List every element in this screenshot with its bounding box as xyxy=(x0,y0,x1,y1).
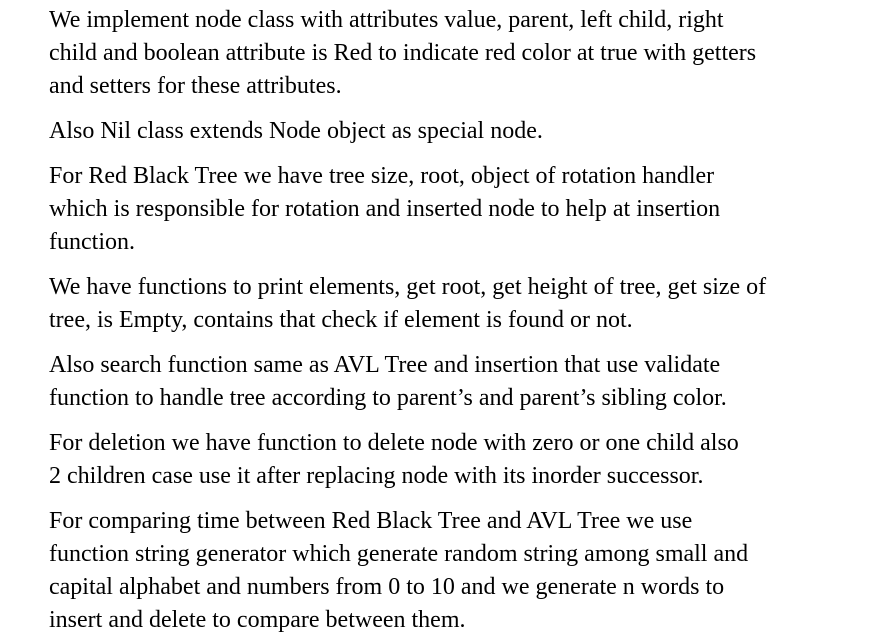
paragraph-node-class: We implement node class with attributes value, parent, left child, right child and boolean attribute is Red to indicate red color at true with getters and setters for these attributes. xyxy=(49,7,757,99)
paragraph-search-insertion: Also search function same as AVL Tree and insertion that use validate function to handle tree according to parent’s and parent’s sibling color. xyxy=(49,352,727,411)
paragraph-red-black-tree: For Red Black Tree we have tree size, root, object of rotation handler which is responsible for rotation and inserted node to help at insertion function. xyxy=(49,163,721,255)
document-body xyxy=(49,4,889,637)
paragraph-comparison: For comparing time between Red Black Tree and AVL Tree we use function string generator which generate random string among small and capital alphabet and numbers from 0 to 10 and we generate n words to insert and delete to compare between them. xyxy=(49,508,749,633)
paragraph-deletion: For deletion we have function to delete node with zero or one child also 2 children case use it after replacing node with its inorder successor. xyxy=(49,430,739,489)
paragraph-nil-class: Also Nil class extends Node object as special node. xyxy=(49,118,543,144)
paragraph-functions: We have functions to print elements, get root, get height of tree, get size of tree, is Empty, contains that check if element is found or not. xyxy=(49,274,767,333)
